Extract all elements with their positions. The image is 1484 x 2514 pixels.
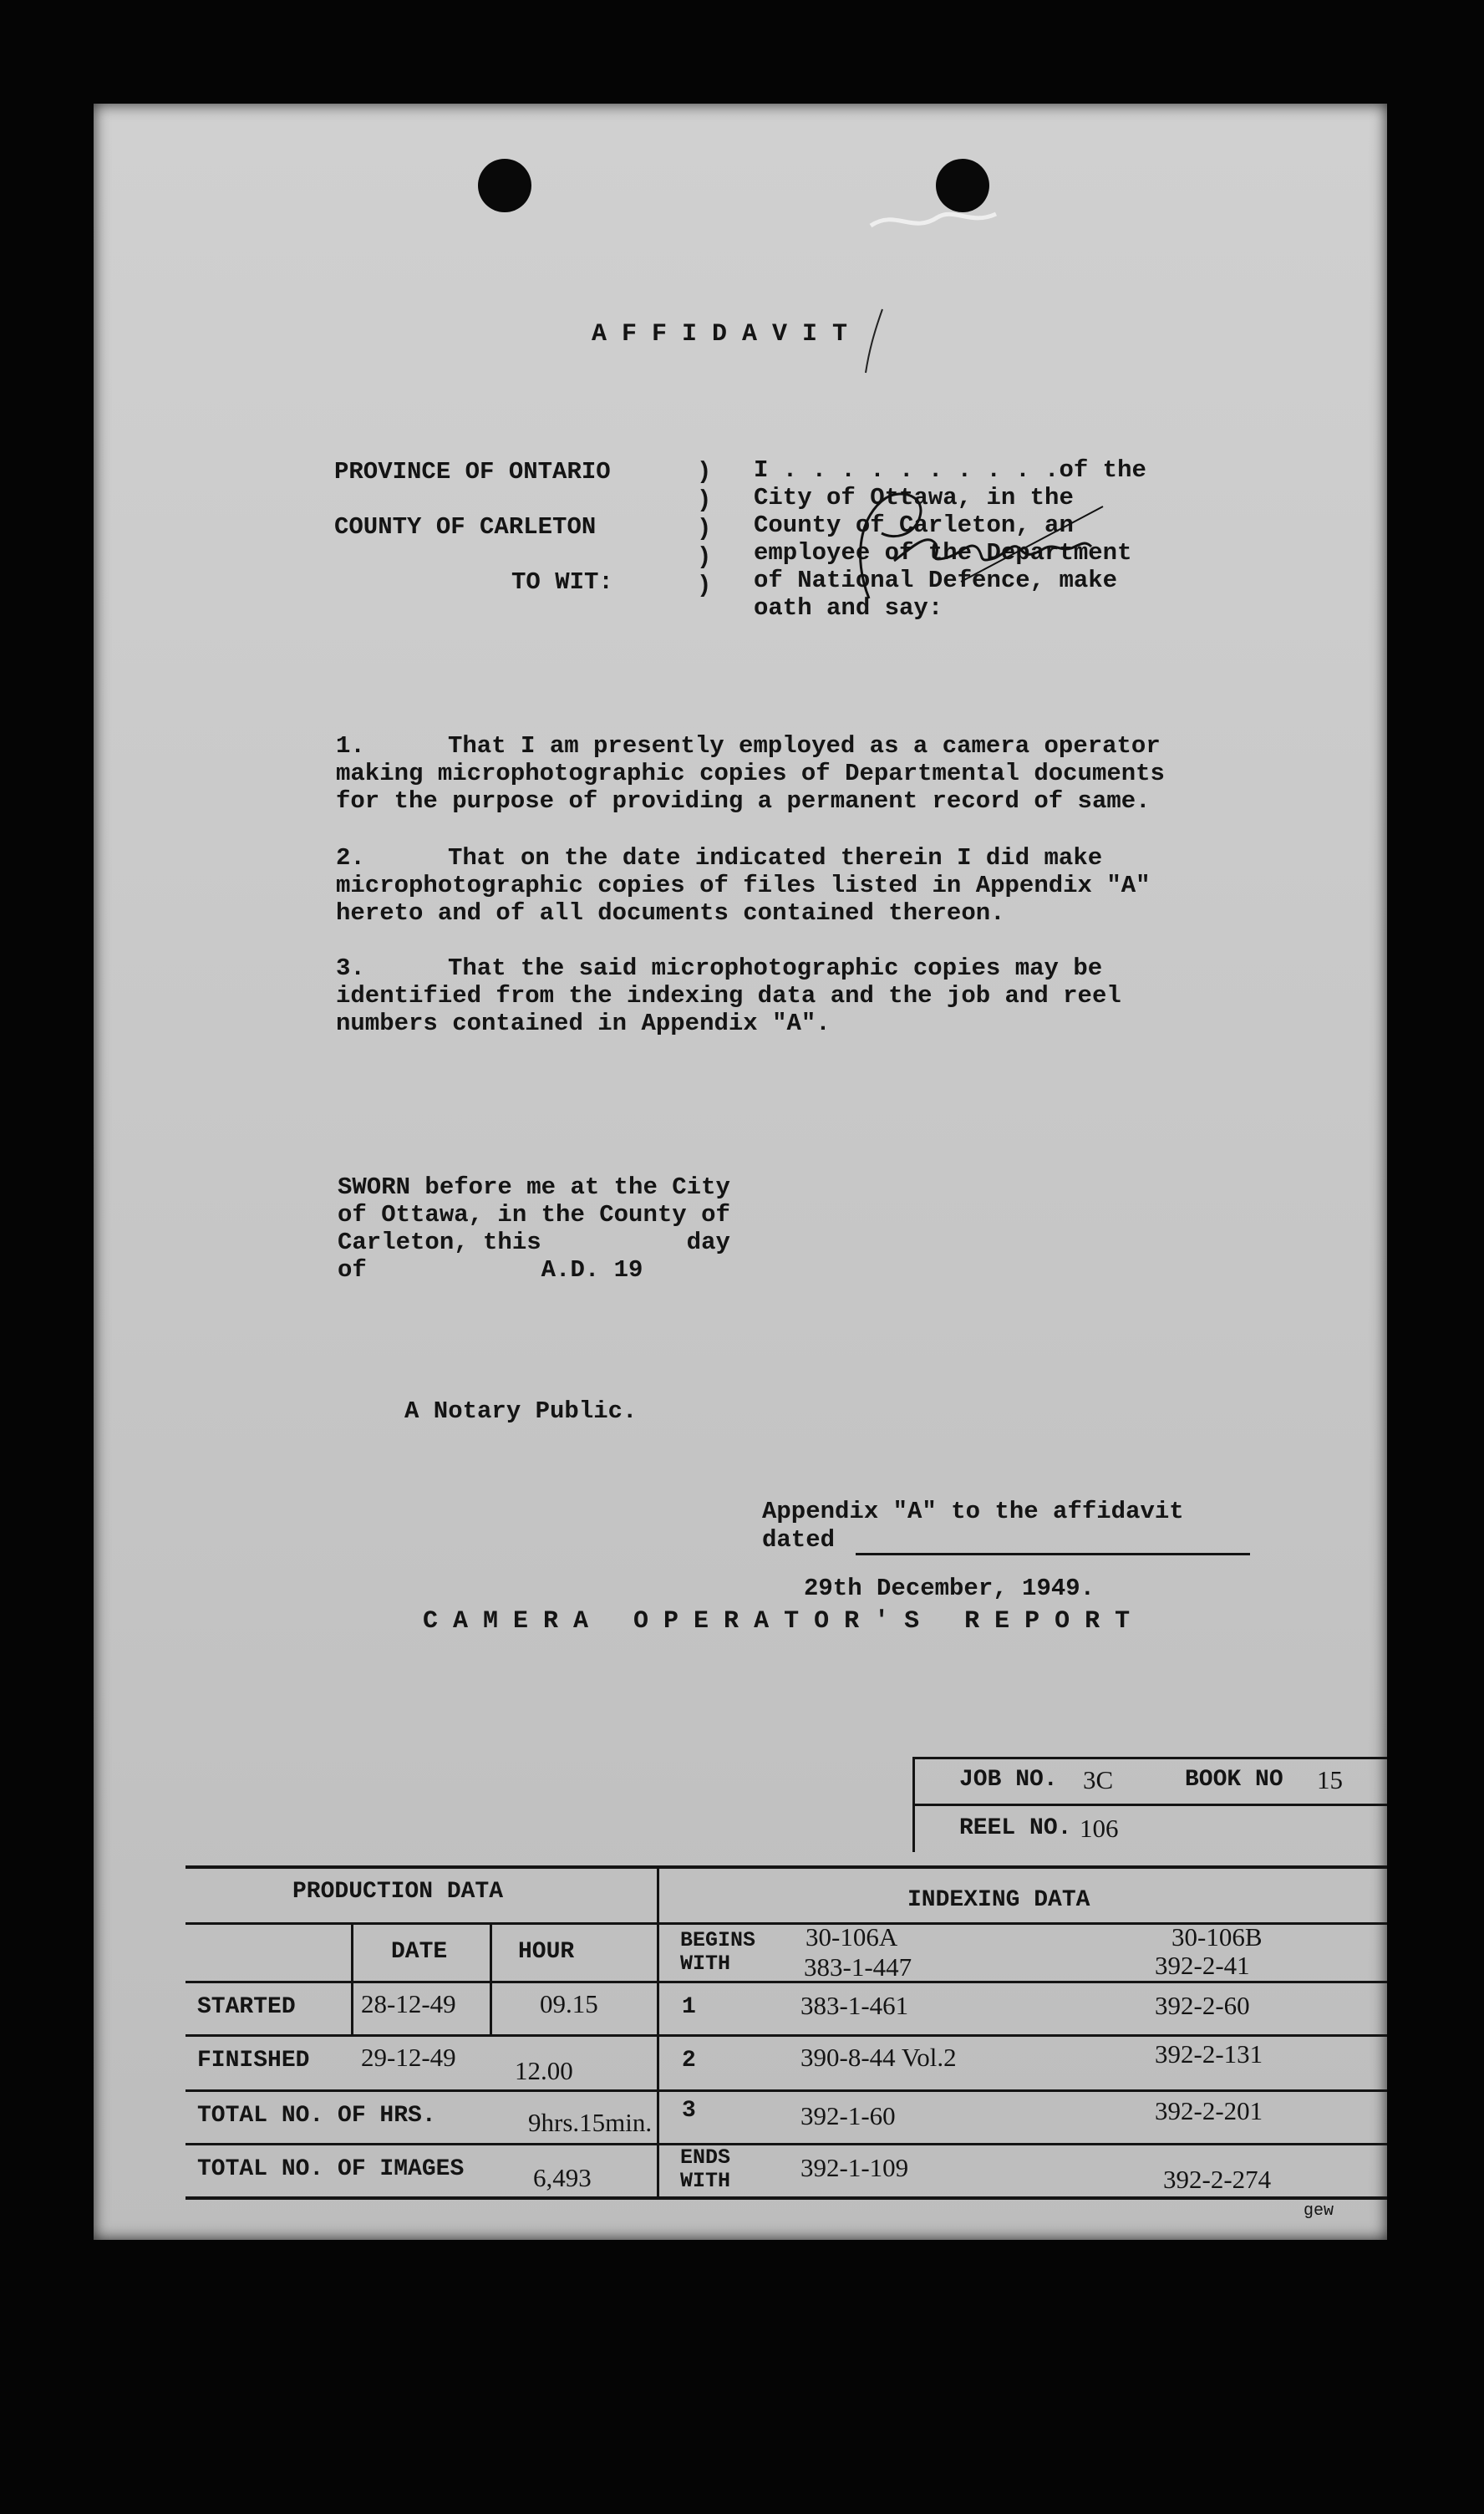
table-top <box>186 1865 1387 1869</box>
table-bottom <box>186 2196 1387 2200</box>
table-col-rule <box>657 1865 659 2200</box>
sworn-line: Carleton, this day <box>338 1229 730 1256</box>
clause-line: making microphotographic copies of Departmental documents <box>336 760 1165 787</box>
total-images-value: 6,493 <box>533 2163 592 2192</box>
sworn-line: of A.D. 19 <box>338 1256 643 1284</box>
declarant-line: of National Defence, make <box>754 567 1118 594</box>
table-rule <box>186 1981 1387 1983</box>
indexing-cell-a: 383-1-461 <box>800 1991 909 2020</box>
sworn-line: of Ottawa, in the County of <box>338 1201 730 1229</box>
date-header: DATE <box>391 1939 448 1965</box>
signature <box>836 481 1120 615</box>
declarant-line: City of Ottawa, in the <box>754 484 1074 511</box>
total-hours-label: TOTAL NO. OF HRS. <box>197 2103 436 2129</box>
finished-date: 29-12-49 <box>361 2043 456 2072</box>
indexing-row-label: BEGINS WITH <box>680 1928 756 1976</box>
indexing-data-header: INDEXING DATA <box>907 1887 1090 1913</box>
appendix-date: 29th December, 1949. <box>804 1575 1095 1602</box>
hour-header: HOUR <box>518 1939 575 1965</box>
reel-value: 106 <box>1080 1814 1119 1843</box>
clause-number: 3. <box>336 954 365 982</box>
table-col-rule <box>351 1922 353 2036</box>
bracket: ) <box>697 572 712 599</box>
appendix-dated-label: dated <box>762 1526 836 1554</box>
indexing-cell-b: 392-2-201 <box>1155 2096 1263 2125</box>
indexing-cell-b: 392-2-41 <box>1155 1951 1250 1980</box>
clause-line: numbers contained in Appendix "A". <box>336 1010 831 1037</box>
bracket: ) <box>697 458 712 486</box>
table-col-rule <box>490 1922 492 2036</box>
declarant-line: County of Carleton, an <box>754 511 1074 539</box>
job-box-mid <box>912 1804 1387 1806</box>
clause-line: for the purpose of providing a permanent record of same. <box>336 787 1151 815</box>
report-title: C A M E R A O P E R A T O R ' S R E P O R T <box>423 1607 1131 1636</box>
declarant-line: employee of the Department <box>754 539 1132 567</box>
indexing-row-label: 3 <box>682 2098 696 2124</box>
finished-hour: 12.00 <box>515 2056 573 2085</box>
hand-mark <box>862 308 887 374</box>
declarant-line: I . . . . . . . . . .of the <box>754 456 1146 484</box>
indexing-row-label: 2 <box>682 2048 696 2074</box>
operator-initials: gew <box>1304 2201 1334 2221</box>
appendix-line: Appendix "A" to the affidavit <box>762 1498 1184 1525</box>
reel-b-header: 30-106B <box>1171 1922 1263 1952</box>
indexing-cell-a: 383-1-447 <box>804 1952 912 1982</box>
notary-label: A Notary Public. <box>404 1397 638 1425</box>
indexing-cell-b: 392-2-131 <box>1155 2039 1263 2069</box>
document-title: A F F I D A V I T <box>592 320 848 349</box>
indexing-row-label: 1 <box>682 1994 696 2020</box>
started-date: 28-12-49 <box>361 1989 456 2018</box>
county-label: COUNTY OF CARLETON <box>334 513 597 541</box>
sworn-line: SWORN before me at the City <box>338 1173 730 1201</box>
table-rule <box>186 2034 1387 2037</box>
job-value: 3C <box>1083 1765 1114 1794</box>
table-rule <box>186 2089 1387 2092</box>
clause-line: That the said microphotographic copies may be <box>448 954 1103 982</box>
clause-line: microphotographic copies of files listed in Appendix "A" <box>336 872 1151 899</box>
indexing-cell-b: 392-2-60 <box>1155 1991 1250 2020</box>
dated-underline <box>856 1553 1250 1555</box>
clause-number: 2. <box>336 844 365 872</box>
clause-line: That on the date indicated therein I did make <box>448 844 1103 872</box>
clause-line: identified from the indexing data and the job and reel <box>336 982 1121 1010</box>
started-label: STARTED <box>197 1994 296 2020</box>
clause-line: That I am presently employed as a camera operator <box>448 732 1161 760</box>
hand-mark <box>862 192 1013 259</box>
indexing-cell-a: 390-8-44 Vol.2 <box>800 2043 957 2072</box>
job-label: JOB NO. <box>959 1767 1058 1793</box>
bracket: ) <box>697 543 712 571</box>
document-sheet <box>94 104 1387 2240</box>
total-images-label: TOTAL NO. OF IMAGES <box>197 2156 465 2182</box>
province-label: PROVINCE OF ONTARIO <box>334 458 611 486</box>
bracket: ) <box>697 486 712 514</box>
to-wit-label: TO WIT: <box>511 568 613 596</box>
reel-label: REEL NO. <box>959 1815 1072 1841</box>
indexing-row-label: ENDS WITH <box>680 2145 731 2193</box>
production-data-header: PRODUCTION DATA <box>292 1879 504 1905</box>
table-rule <box>186 2143 1387 2145</box>
bracket: ) <box>697 515 712 542</box>
total-hours-value: 9hrs.15min. <box>528 2108 653 2137</box>
book-value: 15 <box>1317 1765 1343 1794</box>
declarant-line: oath and say: <box>754 594 943 622</box>
job-box-top <box>912 1757 1387 1759</box>
punch-hole-left <box>478 159 531 212</box>
reel-a-header: 30-106A <box>806 1922 898 1952</box>
indexing-cell-a: 392-1-60 <box>800 2101 896 2130</box>
clause-line: hereto and of all documents contained thereon. <box>336 899 1005 927</box>
indexing-cell-b: 392-2-274 <box>1163 2165 1272 2194</box>
book-label: BOOK NO <box>1185 1767 1283 1793</box>
indexing-cell-a: 392-1-109 <box>800 2153 909 2182</box>
clause-number: 1. <box>336 732 365 760</box>
finished-label: FINISHED <box>197 2048 310 2074</box>
started-hour: 09.15 <box>540 1989 598 2018</box>
